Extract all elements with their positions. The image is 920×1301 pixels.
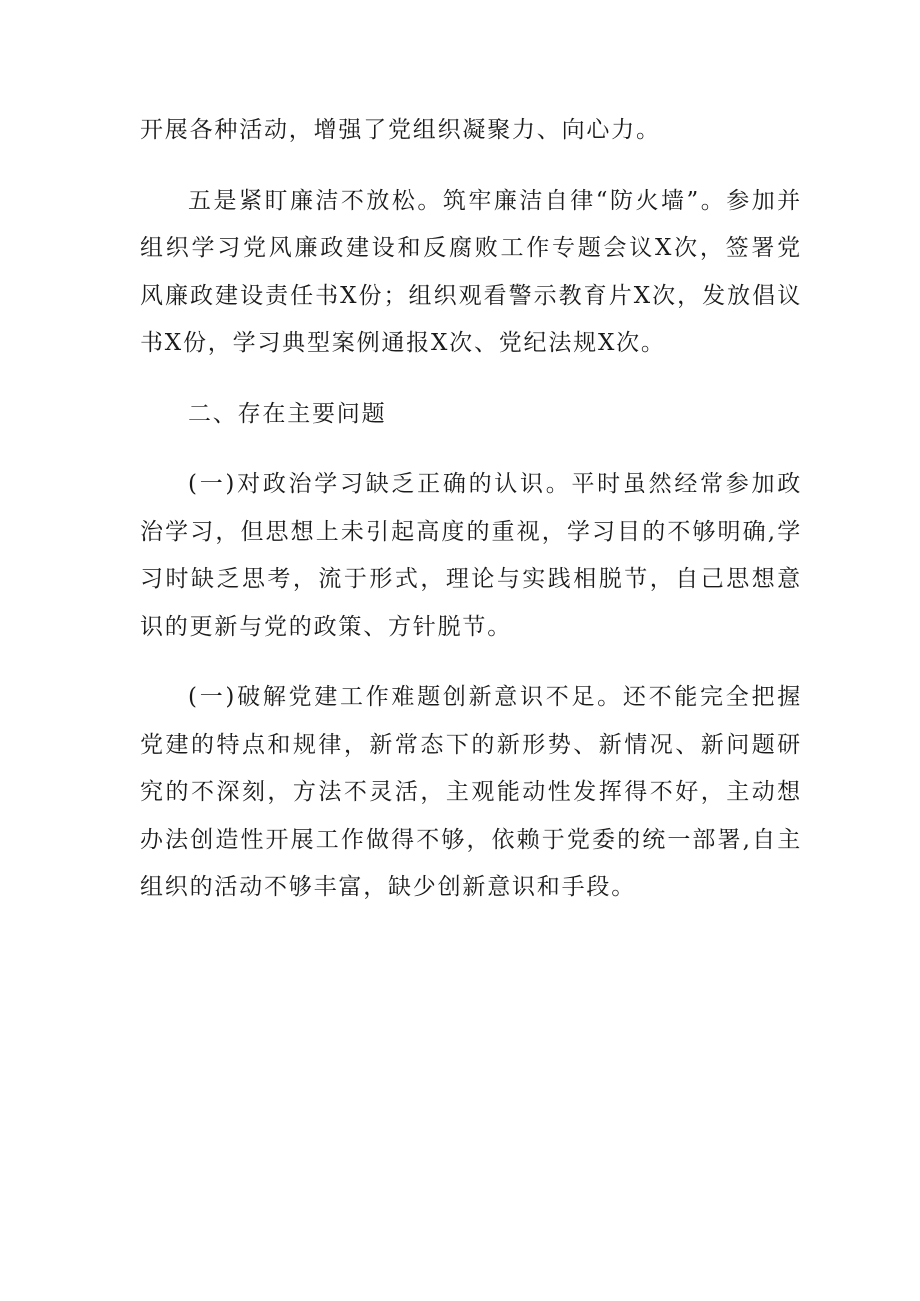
paragraph-party-building-innovation: (一)破解党建工作难题创新意识不足。还不能完全把握党建的特点和规律，新常态下的新形势、新情况、新问题研究的不深刻，方法不灵活，主观能动性发挥得不好，主动想办法创造性开展工作做得不够，依赖于党委的统一部署,自主组织的活动不够丰富，缺少创新意识和手段。 — [140, 684, 802, 900]
paragraph-political-study: (一)对政治学习缺乏正确的认识。平时虽然经常参加政治学习，但思想上未引起高度的重视，学习目的不够明确,学习时缺乏思考，流于形式，理论与实践相脱节，自己思想意识的更新与党的政策、方针脱节。 — [140, 471, 802, 640]
paragraph-continuation: 开展各种活动，增强了党组织凝聚力、向心力。 — [140, 117, 661, 143]
section-heading-main-problems: 二、存在主要问题 — [188, 400, 387, 427]
paragraph-integrity: 五是紧盯廉洁不放松。筑牢廉洁自律“防火墙”。参加并组织学习党风廉政建设和反腐败工作专题会议X次，签署党风廉政建设责任书X份；组织观看警示教育片X次，发放倡议书X份，学习典型案例通报X次、党纪法规X次。 — [140, 187, 802, 356]
